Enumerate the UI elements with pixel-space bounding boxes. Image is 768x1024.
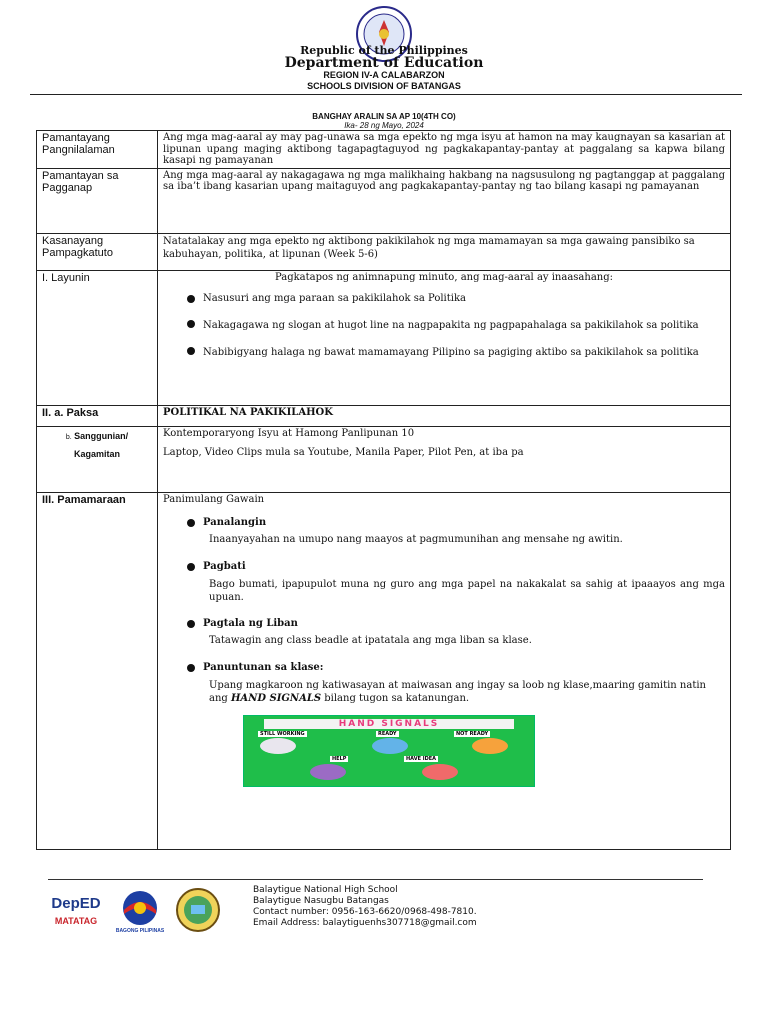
region-text: REGION IV-A CALABARZON: [323, 70, 445, 80]
list-item-text: Nasusuri ang mga paraan sa pakikilahok sa Politika: [203, 292, 466, 304]
hand-help-icon: [310, 764, 346, 780]
hand-signals-image: [243, 715, 535, 787]
bullet-icon: [187, 347, 195, 355]
list-item: [163, 517, 725, 528]
deped-logo-text: DepED: [51, 895, 101, 912]
email-address: Email Address: balaytiguenhs307718@gmail.com: [253, 918, 477, 928]
bullet-icon: [187, 563, 195, 571]
step-title: Panuntunan sa klase:: [203, 661, 324, 673]
value-cell: [158, 270, 731, 405]
school-seal-icon: [177, 889, 219, 931]
label-text: Kagamitan: [73, 448, 120, 459]
layunin-list: [163, 293, 725, 360]
row-pamamaraan: [37, 492, 731, 849]
row-kasanayang-pampagkatuto: [37, 233, 731, 270]
lesson-plan-title: BANGHAY ARALIN SA AP 10(4TH CO): [312, 112, 456, 121]
sanggunian-text: Kontemporaryong Isyu at Hamong Panlipunan 10: [163, 427, 415, 439]
value-cell: Ang mga mag-aaral ay may pag-unawa sa mga epekto ng mga isyu at hamon na may kaugnayan sa kasarian at lipunan upang maging aktibong tagapagtaguyod ng pagkakapantay-pantay at paggalang sa kapwa bilang kasapi ng pamayanan: [158, 131, 731, 169]
step-title: Pagbati: [203, 560, 246, 572]
bullet-icon: [187, 320, 195, 328]
list-item: [163, 534, 725, 545]
matatag-logo-text: MATATAG: [54, 916, 98, 926]
signal-label: NOT READY: [456, 730, 489, 737]
list-item-text: Nakagagawa ng slogan at hugot line na nagpapakita ng pagpapahalaga sa pakikilahok sa politika: [203, 319, 699, 331]
list-item-text: Nabibigyang halaga ng bawat mamamayang Pilipino sa pagiging aktibo sa pakikilahok sa politika: [203, 346, 699, 358]
bullet-icon: [187, 664, 195, 672]
school-address: Balaytigue Nasugbu Batangas: [253, 896, 389, 906]
signal-label: READY: [378, 730, 397, 737]
bullet-icon: [187, 620, 195, 628]
row-pamantayan-sa-pagganap: [37, 168, 731, 233]
value-cell: Natatalakay ang mga epekto ng aktibong pakikilahok ng mga mamamayan sa mga gawaing pansibiko sa kabuhayan, politika, at lipunan (Week 5-6): [158, 233, 731, 270]
label-cell: Kasanayang Pampagkatuto: [37, 233, 158, 270]
header-divider: [30, 94, 742, 95]
row-pamantayang-pangnilalaman: [37, 131, 731, 169]
steps-list: [163, 517, 725, 705]
label-prefix: b.: [65, 433, 72, 441]
signal-label: HELP: [332, 755, 347, 762]
kagamitan-text: Laptop, Video Clips mula sa Youtube, Manila Paper, Pilot Pen, at iba pa: [163, 446, 524, 458]
contact-number: Contact number: 0956-163-6620/0968-498-7810.: [253, 907, 477, 917]
hand-still-working-icon: [260, 738, 296, 754]
label-cell: I. Layunin: [37, 270, 158, 405]
deped-matatag-logo-icon: [48, 888, 248, 936]
row-paksa: [37, 405, 731, 426]
lesson-plan-table: [36, 130, 731, 850]
signal-label: STILL WORKING: [260, 730, 305, 737]
list-item: [163, 561, 725, 572]
step-text: Upang magkaroon ng katiwasayan at maiwasan ang ingay sa loob ng klase,maaring gamitin natin ang: [209, 679, 706, 704]
list-item: [163, 293, 725, 304]
step-title: Panalangin: [203, 516, 267, 528]
republic-text: Republic of the Philippines: [300, 44, 468, 57]
bagong-pilipinas-text: BAGONG PILIPINAS: [115, 928, 165, 934]
label-cell: [37, 426, 158, 492]
row-layunin: [37, 270, 731, 405]
list-item: [163, 635, 725, 646]
value-cell: POLITIKAL NA PAKIKILAHOK: [158, 405, 731, 426]
hand-not-ready-icon: [472, 738, 508, 754]
list-item: [163, 662, 725, 673]
step-title: Pagtala ng Liban: [203, 617, 298, 629]
signal-label: HAVE IDEA: [406, 755, 437, 762]
label-cell: II. a. Paksa: [37, 405, 158, 426]
value-cell: Ang mga mag-aaral ay nakagagawa ng mga malikhaing hakbang na nagsusulong ng pagtanggap at paggalang sa iba’t ibang kasarian upang maitaguyod ang pagkakapantay-pantay ng tao bilang kasapi ng pamayanan: [158, 168, 731, 233]
hand-ready-icon: [372, 738, 408, 754]
step-text: Bago bumati, ipapupulot muna ng guro ang mga papel na nakakalat sa sahig at ipaaayos ang mga upuan.: [209, 578, 725, 603]
hand-have-idea-icon: [422, 764, 458, 780]
row-sanggunian: [37, 426, 731, 492]
bullet-icon: [187, 295, 195, 303]
value-cell: [158, 426, 731, 492]
value-cell: [158, 492, 731, 849]
footer-logos: [48, 888, 248, 941]
step-text: Inaanyayahan na umupo nang maayos at pagmumunihan ang mensahe ng awitin.: [209, 533, 623, 545]
step-text-emphasis: HAND SIGNALS: [230, 692, 322, 704]
label-cell: Pamantayang Pangnilalaman: [37, 131, 158, 169]
hand-signals-title: HAND SIGNALS: [264, 719, 514, 729]
school-name: Balaytigue National High School: [253, 885, 398, 895]
list-item: [163, 618, 725, 629]
footer-contact: [253, 885, 477, 929]
list-item: [163, 679, 725, 705]
step-text: bilang tugon sa katanungan.: [321, 692, 470, 704]
division-text: SCHOOLS DIVISION OF BATANGAS: [307, 81, 461, 91]
lesson-plan-date: Ika- 28 ng Mayo, 2024: [344, 121, 424, 130]
list-item: [163, 318, 725, 333]
list-item: [163, 578, 725, 604]
step-text: Tatawagin ang class beadle at ipatatala ang mga liban sa klase.: [209, 634, 532, 646]
label-text: Sanggunian/: [74, 430, 129, 441]
pamamaraan-intro: Panimulang Gawain: [163, 493, 265, 505]
bullet-icon: [187, 519, 195, 527]
label-cell: III. Pamamaraan: [37, 492, 158, 849]
label-cell: Pamantayan sa Pagganap: [37, 168, 158, 233]
layunin-intro: Pagkatapos ng animnapung minuto, ang mag-aaral ay inaasahang:: [274, 271, 613, 283]
footer-divider: [48, 879, 703, 880]
bagong-pilipinas-logo-icon: [116, 891, 165, 934]
department-title: Department of Education: [284, 55, 484, 71]
list-item: [163, 345, 725, 360]
